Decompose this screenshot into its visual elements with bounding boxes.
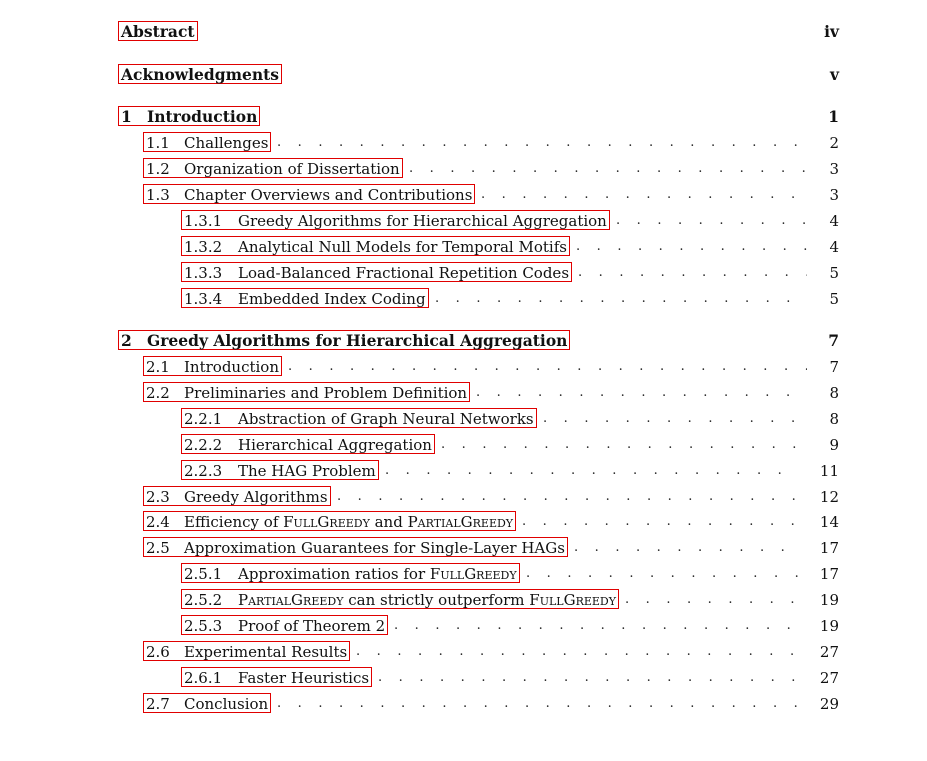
leader-dots [522,510,798,534]
leader-dots [409,157,807,181]
toc-entry [0,381,927,405]
leader-dots [574,536,798,560]
toc-entry [0,63,927,87]
section-title: Proof of Theorem 2 [238,617,386,635]
section-title: Acknowledgments [121,65,279,84]
toc-link[interactable] [181,615,388,635]
toc-link[interactable] [181,210,610,230]
toc-entry [0,329,927,353]
toc-link[interactable] [181,667,372,687]
section-title: Introduction [147,107,258,126]
page-number: 5 [829,264,839,282]
toc-entry [0,157,927,181]
page-number: 7 [828,331,839,350]
toc-entry [0,614,927,638]
section-number: 2.2.2 [184,436,223,454]
leader-dots [625,588,798,612]
leader-dots [394,614,798,638]
section-title: Efficiency of FullGreedy and PartialGreedy [184,513,514,531]
toc-link[interactable] [143,382,470,402]
section-title: The HAG Problem [238,462,376,480]
leader-dots [337,485,798,509]
page-number: 4 [829,238,839,256]
page-number: 3 [829,186,839,204]
section-number: 1.3.2 [184,238,223,256]
section-title: Hierarchical Aggregation [238,436,432,454]
section-title: Greedy Algorithms [184,488,328,506]
section-title: Organization of Dissertation [184,160,400,178]
toc-link[interactable] [143,537,568,557]
page-number: iv [824,22,839,41]
leader-dots [441,433,807,457]
leader-dots [378,666,798,690]
page-number: 1 [828,107,839,126]
toc-entry [0,235,927,259]
toc-entry [0,459,927,483]
toc-link[interactable] [181,563,520,583]
section-title: Faster Heuristics [238,669,370,687]
leader-dots [526,562,798,586]
toc-entry [0,287,927,311]
toc-link[interactable] [118,21,198,41]
page-number: 14 [819,513,839,531]
toc-entry [0,131,927,155]
toc-entry [0,510,927,534]
section-number: 2.6 [146,643,170,661]
toc-link[interactable] [143,511,516,531]
page-number: 8 [829,384,839,402]
leader-dots [435,287,807,311]
section-number: 2.7 [146,695,170,713]
toc-entry [0,433,927,457]
section-number: 2.3 [146,488,170,506]
toc-entry [0,485,927,509]
page-number: 17 [819,565,839,583]
toc-link[interactable] [143,158,403,178]
toc-link[interactable] [143,641,350,661]
page-number: 7 [829,358,839,376]
page-number: v [829,65,839,84]
leader-dots [277,131,807,155]
toc-link[interactable] [143,486,331,506]
toc-entry [0,183,927,207]
section-number: 1 [121,107,132,126]
section-number: 2 [121,331,132,350]
toc-link[interactable] [181,236,570,256]
toc-link[interactable] [181,288,429,308]
leader-dots [576,235,807,259]
section-title: Challenges [184,134,269,152]
section-title: Analytical Null Models for Temporal Motifs [238,238,567,256]
toc-entry [0,588,927,612]
toc-link[interactable] [143,693,271,713]
page-number: 19 [819,591,839,609]
toc-link[interactable] [118,330,570,350]
toc-entry [0,407,927,431]
toc-link[interactable] [118,106,260,126]
toc-entry [0,105,927,129]
section-number: 2.5 [146,539,170,557]
section-title: Greedy Algorithms for Hierarchical Aggregation [238,212,607,230]
leader-dots [616,209,807,233]
section-title: Experimental Results [184,643,348,661]
section-number: 2.5.2 [184,591,223,609]
section-number: 1.1 [146,134,170,152]
toc-link[interactable] [181,408,537,428]
toc-entry [0,562,927,586]
section-title: Load-Balanced Fractional Repetition Codes [238,264,570,282]
section-title: PartialGreedy can strictly outperform FullGreedy [238,591,616,609]
page-number: 2 [829,134,839,152]
section-title: Abstraction of Graph Neural Networks [238,410,534,428]
page-number: 27 [819,669,839,687]
section-number: 2.2 [146,384,170,402]
section-title: Approximation ratios for FullGreedy [238,565,517,583]
section-title: Chapter Overviews and Contributions [184,186,473,204]
toc-entry [0,355,927,379]
toc-entry [0,261,927,285]
section-number: 2.5.3 [184,617,223,635]
section-number: 1.3 [146,186,170,204]
page-number: 9 [829,436,839,454]
leader-dots [288,355,807,379]
page-number: 12 [819,488,839,506]
leader-dots [543,407,807,431]
section-number: 2.2.3 [184,462,223,480]
section-number: 2.1 [146,358,170,376]
section-number: 1.3.4 [184,290,223,308]
toc-link[interactable] [143,356,282,376]
leader-dots [578,261,807,285]
section-number: 2.4 [146,513,170,531]
toc-entry [0,640,927,664]
section-number: 1.3.1 [184,212,223,230]
page-number: 17 [819,539,839,557]
page-number: 11 [819,462,839,480]
page-number: 4 [829,212,839,230]
page-number: 19 [819,617,839,635]
section-number: 1.2 [146,160,170,178]
leader-dots [481,183,807,207]
toc-entry [0,536,927,560]
toc-link[interactable] [181,434,435,454]
section-title: Greedy Algorithms for Hierarchical Aggregation [147,331,568,350]
section-title: Abstract [121,22,195,41]
leader-dots [476,381,807,405]
leader-dots [277,692,798,716]
page-number: 3 [829,160,839,178]
toc-entry [0,209,927,233]
toc-entry [0,666,927,690]
section-title: Preliminaries and Problem Definition [184,384,468,402]
page-number: 8 [829,410,839,428]
toc-entry [0,20,927,44]
leader-dots [356,640,798,664]
section-number: 1.3.3 [184,264,223,282]
section-title: Introduction [184,358,279,376]
toc-link[interactable] [118,64,282,84]
toc-link[interactable] [181,460,379,480]
section-number: 2.6.1 [184,669,223,687]
section-title: Conclusion [184,695,269,713]
toc-link[interactable] [143,132,271,152]
toc-link[interactable] [181,262,572,282]
toc-link[interactable] [143,184,475,204]
section-number: 2.2.1 [184,410,223,428]
page-number: 5 [829,290,839,308]
toc-link[interactable] [181,589,619,609]
toc-entry [0,692,927,716]
page-number: 27 [819,643,839,661]
section-title: Embedded Index Coding [238,290,426,308]
section-title: Approximation Guarantees for Single-Layer HAGs [184,539,565,557]
page-number: 29 [819,695,839,713]
leader-dots [385,459,798,483]
section-number: 2.5.1 [184,565,223,583]
